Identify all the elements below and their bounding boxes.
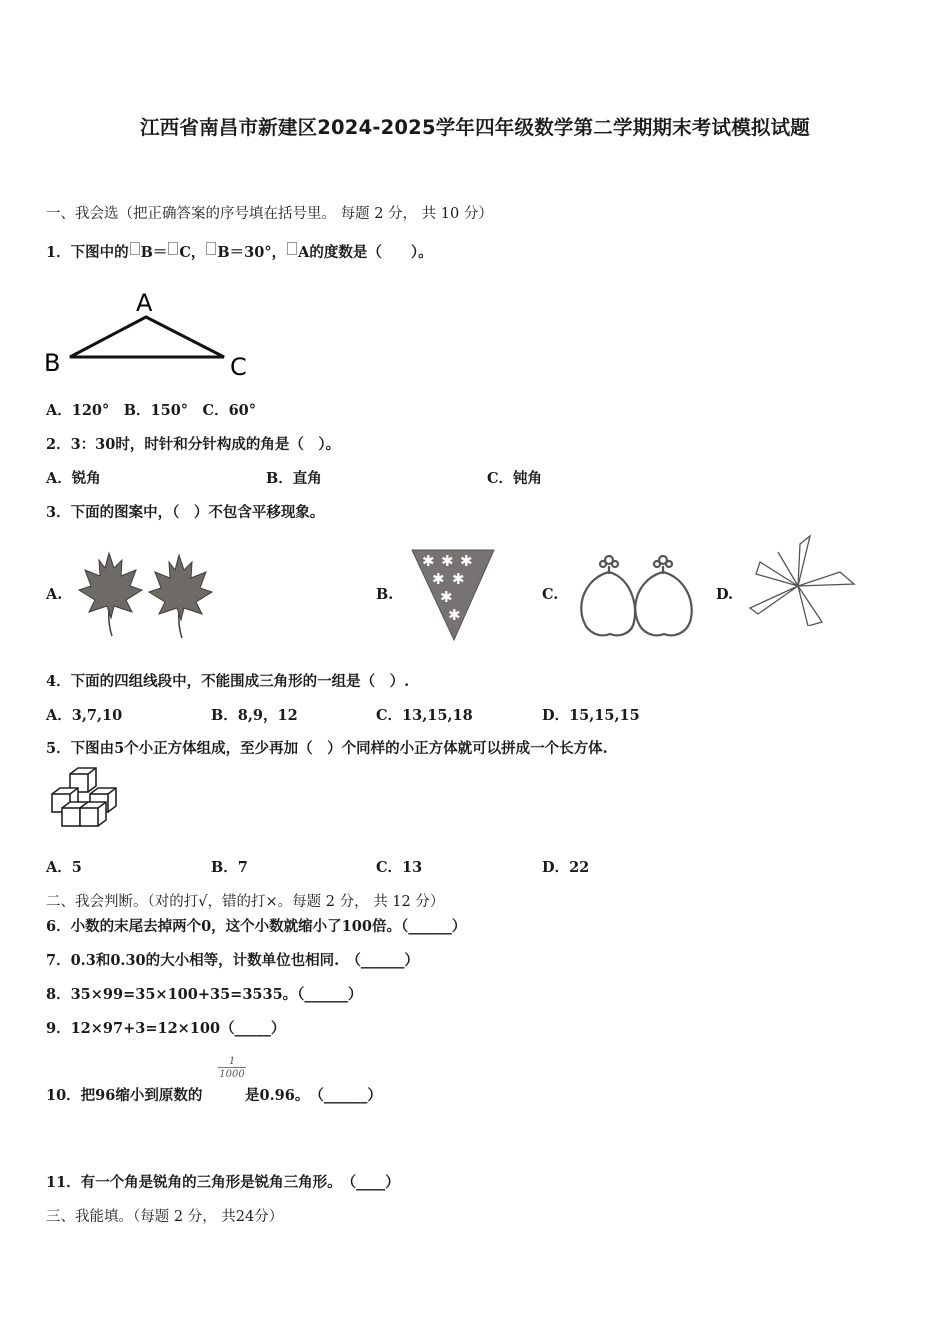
heart-pair-image — [576, 548, 698, 642]
question-8: 8．35×99=35×100+35=3535。（______） — [46, 986, 363, 1003]
question-9: 9．12×97+3=12×100（_____） — [46, 1020, 286, 1037]
q3-option-d: D. — [716, 586, 734, 603]
heart-outlines — [581, 556, 691, 635]
question-3-stem: 3．下面的图案中，（ ）不包含平移现象。 — [46, 504, 325, 521]
fraction-numerator: 1 — [228, 1056, 236, 1067]
section-2-header: 二、我会判断。（对的打√，错的打×。每题 2 分， 共 12 分） — [46, 894, 445, 910]
cube-outlines — [52, 768, 116, 826]
q5-option-d: D．22 — [542, 859, 590, 876]
q2-option-c: C．钝角 — [487, 470, 543, 487]
vertex-label-a: A — [136, 289, 153, 317]
maple-leaf-right — [149, 555, 212, 638]
q2-option-a: A．锐角 — [46, 470, 101, 487]
maple-leaf-left — [79, 553, 142, 636]
svg-text:✱: ✱ — [432, 570, 445, 588]
angle-symbol-icon — [168, 242, 178, 255]
q3-option-c: C. — [542, 586, 559, 603]
question-5-stem: 5．下图由5个小正方体组成，至少再加（ ）个同样的小正方体就可以拼成一个长方体. — [46, 740, 608, 757]
pinwheel-image — [748, 534, 858, 626]
triangle-abc-figure — [40, 283, 260, 383]
angle-symbol-icon — [206, 242, 216, 255]
q1-part-b2: B＝30°， — [217, 244, 287, 261]
triangle-shape — [70, 317, 224, 357]
cube-stack-figure — [44, 766, 122, 830]
svg-text:✱: ✱ — [448, 606, 461, 624]
fraction-one-thousandth — [218, 1056, 246, 1080]
vertex-label-c: C — [230, 353, 247, 381]
page-title: 江西省南昌市新建区2024-2025学年四年级数学第二学期期末考试模拟试题 — [139, 116, 811, 139]
fraction-denominator: 1000 — [219, 1069, 245, 1080]
svg-text:✱: ✱ — [452, 570, 465, 588]
question-2-stem: 2．3：30时，时针和分针构成的角是（ ）。 — [46, 436, 341, 453]
q4-option-a: A．3,7,10 — [46, 707, 123, 724]
q1-part-c1: C， — [179, 244, 206, 261]
svg-text:✱: ✱ — [441, 552, 454, 570]
q4-option-c: C．13,15,18 — [376, 707, 473, 724]
maple-leaves-image — [74, 548, 218, 640]
q1-part-a1: A的度数是（ ）。 — [298, 244, 433, 261]
q3-option-b: B. — [376, 586, 394, 603]
section-3-header: 三、我能填。（每题 2 分， 共24分） — [46, 1209, 284, 1225]
angle-symbol-icon — [287, 242, 297, 255]
svg-text:✱: ✱ — [440, 588, 453, 606]
q1-number: 1．下图中的 — [46, 244, 129, 261]
triangle-snowflakes-image — [410, 548, 496, 642]
question-11: 11．有一个角是锐角的三角形是锐角三角形。 （____） — [46, 1174, 400, 1191]
question-6: 6．小数的末尾去掉两个0，这个小数就缩小了100倍。（______） — [46, 918, 467, 935]
q3-option-a: A. — [46, 586, 63, 603]
svg-text:✱: ✱ — [460, 552, 473, 570]
question-4-stem: 4．下面的四组线段中，不能围成三角形的一组是（ ）. — [46, 673, 410, 690]
vertex-label-b: B — [44, 349, 61, 377]
question-10-suffix: 是0.96。 （______） — [245, 1087, 382, 1104]
q5-option-c: C．13 — [376, 859, 423, 876]
question-7: 7．0.3和0.30的大小相等，计数单位也相同. （______） — [46, 952, 419, 969]
q4-option-d: D．15,15,15 — [542, 707, 640, 724]
q1-part-b1: B＝ — [140, 244, 168, 261]
pinwheel-blades — [750, 536, 854, 626]
section-1-header: 一、我会选（把正确答案的序号填在括号里。 每题 2 分， 共 10 分） — [46, 206, 493, 222]
q5-option-b: B．7 — [211, 859, 248, 876]
q2-option-b: B．直角 — [266, 470, 322, 487]
q1-options: A．120° B．150° C．60° — [46, 402, 257, 419]
q5-option-a: A．5 — [46, 859, 82, 876]
q4-option-b: B．8,9，12 — [211, 707, 298, 724]
svg-text:✱: ✱ — [422, 552, 435, 570]
question-1-stem — [46, 241, 433, 262]
angle-symbol-icon — [130, 242, 140, 255]
question-10-prefix: 10．把96缩小到原数的 — [46, 1087, 203, 1104]
